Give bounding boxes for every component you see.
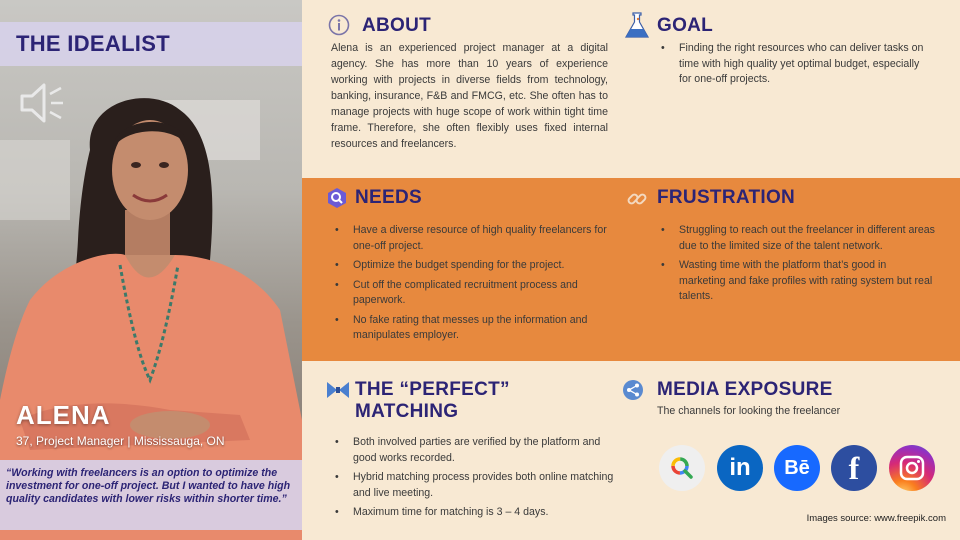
list-item: • Finding the right resources who can deliver tasks on time with high quality yet optimal budget, especially for one-off projects. (655, 41, 927, 88)
persona-quote: “Working with freelancers is an option to optimize the investment for one-off project. But I wanted to have high quality candidates with lower risks within shorter time.” (6, 467, 291, 505)
list-item: • Have a diverse resource of high quality freelancers for one-off project. (329, 223, 609, 254)
needs-list (329, 223, 609, 348)
image-source-credit: Images source: www.freepik.com (806, 513, 946, 524)
list-item: • Wasting time with the platform that’s good in marketing and fake profiles with rating system but real talents. (655, 258, 935, 305)
persona-title-band (0, 22, 302, 66)
link-icon (626, 188, 648, 210)
goal-list (655, 41, 927, 92)
list-item: • Hybrid matching process provides both online matching and live meeting. (329, 470, 614, 501)
list-item: • Maximum time for matching is 3 – 4 days. (329, 505, 614, 521)
bowtie-icon (326, 380, 350, 400)
matching-title-line2: MATCHING (355, 401, 459, 422)
about-text: Alena is an experienced project manager at a digital agency. She has more than 10 years of experience working with projects in diverse fields from technology, banking, insurance, F&B and FMCG, etc. She often has to manage projects with huge scope of work within tight time frame. Therefore, she often flexibly uses fixed internal resources and freelancers. (331, 42, 608, 150)
persona-subtitle: 37, Project Manager | Mississauga, ON (16, 434, 225, 448)
needs-search-icon (326, 187, 348, 209)
list-item: • Cut off the complicated recruitment process and paperwork. (329, 278, 609, 309)
matching-title (355, 379, 510, 423)
media-title: MEDIA EXPOSURE (657, 379, 833, 400)
google-search-icon[interactable] (659, 445, 705, 491)
behance-icon[interactable]: Bē (774, 445, 820, 491)
media-lead: The channels for looking the freelancer (657, 405, 841, 417)
instagram-icon[interactable] (889, 445, 935, 491)
matching-list (329, 435, 614, 525)
linkedin-icon[interactable]: in (717, 445, 763, 491)
about-title: ABOUT (362, 15, 432, 36)
share-icon (622, 379, 644, 401)
list-item: • Struggling to reach out the freelancer in different areas due to the limited size of the talent network. (655, 223, 935, 254)
persona-title: THE IDEALIST (16, 31, 170, 56)
speaker-icon[interactable] (18, 80, 68, 126)
persona-name: ALENA (16, 400, 111, 430)
list-item: • Both involved parties are verified by the platform and good works recorded. (329, 435, 614, 466)
persona-photo (0, 0, 302, 540)
needs-title: NEEDS (355, 187, 422, 208)
frustration-list (655, 223, 935, 309)
persona-quote-band (0, 460, 302, 530)
matching-title-line1: THE “PERFECT” (355, 379, 510, 400)
facebook-icon[interactable]: f (831, 445, 877, 491)
flask-icon (624, 11, 650, 39)
goal-title: GOAL (657, 15, 714, 36)
info-icon (328, 14, 350, 36)
list-item: • Optimize the budget spending for the project. (329, 258, 609, 274)
list-item: • No fake rating that messes up the information and manipulates employer. (329, 313, 609, 344)
frustration-title: FRUSTRATION (657, 187, 796, 208)
